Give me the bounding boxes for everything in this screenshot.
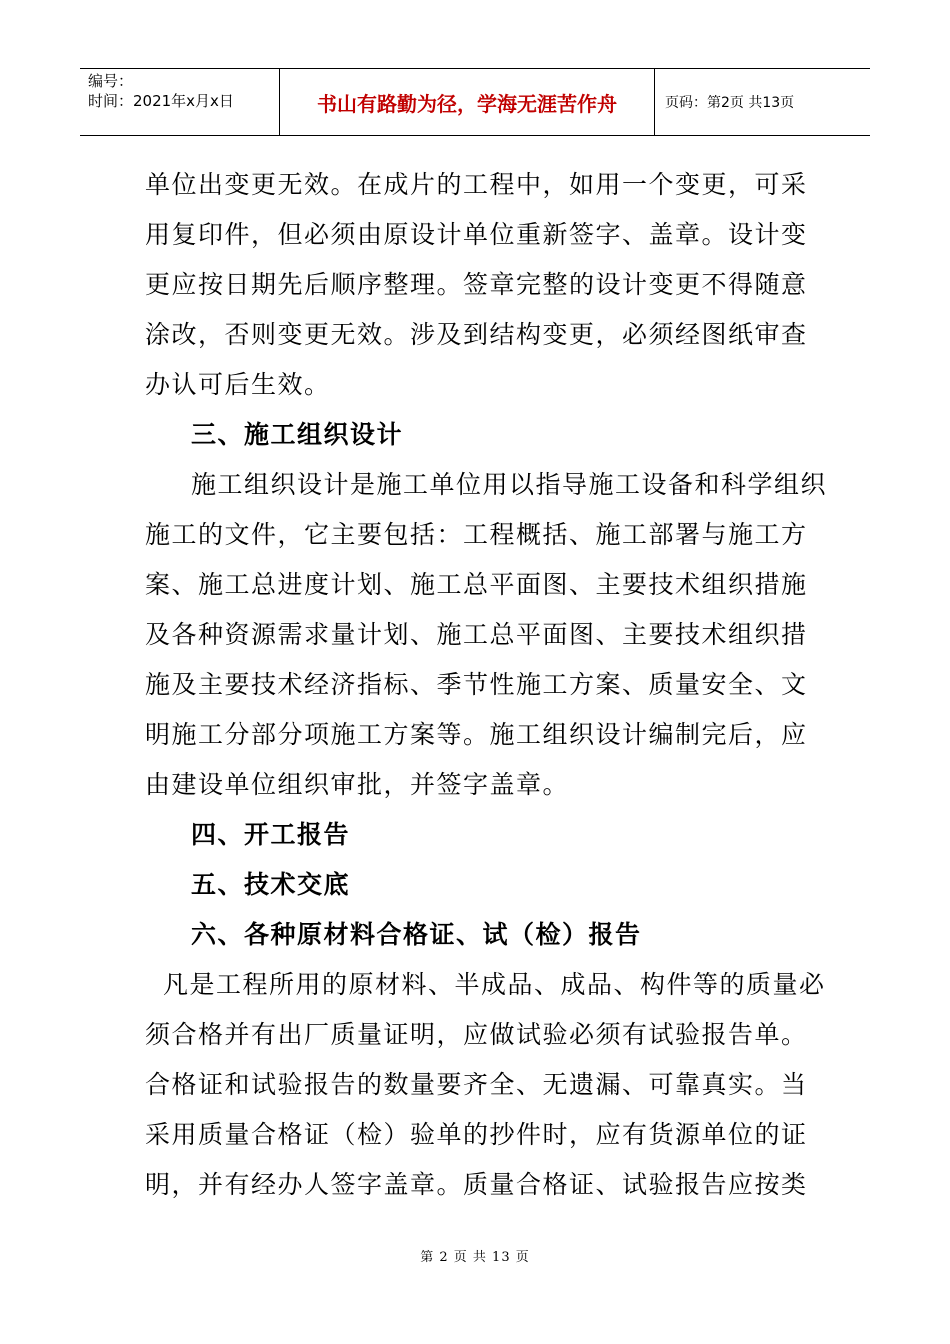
- paragraph-line: 更应按日期先后顺序整理。签章完整的设计变更不得随意: [145, 270, 808, 299]
- paragraph-line: 采用质量合格证（检）验单的抄件时，应有货源单位的证: [145, 1120, 808, 1149]
- paragraph-line: 明施工分部分项施工方案等。施工组织设计编制完后，应: [145, 720, 808, 749]
- time-label: 时间：2021年x月x日: [88, 92, 234, 110]
- paragraph-line: 明，并有经办人签字盖章。质量合格证、试验报告应按类: [145, 1170, 808, 1199]
- paragraph-line: 凡是工程所用的原材料、半成品、成品、构件等的质量必: [163, 970, 826, 999]
- section-heading: 三、施工组织设计: [191, 420, 404, 449]
- paragraph-line: 施工的文件，它主要包括：工程概括、施工部署与施工方: [145, 520, 808, 549]
- section-heading: 四、开工报告: [191, 820, 351, 849]
- section-heading: 五、技术交底: [191, 870, 351, 899]
- paragraph-line: 合格证和试验报告的数量要齐全、无遗漏、可靠真实。当: [145, 1070, 808, 1099]
- number-label: 编号：: [88, 72, 134, 90]
- paragraph-line: 施及主要技术经济指标、季节性施工方案、质量安全、文: [145, 670, 808, 699]
- paragraph-line: 用复印件，但必须由原设计单位重新签字、盖章。设计变: [145, 220, 808, 249]
- paragraph-line: 涂改，否则变更无效。涉及到结构变更，必须经图纸审查: [145, 320, 808, 349]
- paragraph-line: 办认可后生效。: [145, 370, 331, 399]
- header-table: [80, 68, 870, 136]
- paragraph-line: 单位出变更无效。在成片的工程中，如用一个变更，可采: [145, 170, 808, 199]
- header-meta: [80, 69, 280, 135]
- paragraph-line: 施工组织设计是施工单位用以指导施工设备和科学组织: [191, 470, 828, 499]
- paragraph-line: 须合格并有出厂质量证明，应做试验必须有试验报告单。: [145, 1020, 808, 1049]
- header-motto: 书山有路勤为径，学海无涯苦作舟: [280, 69, 655, 135]
- page-footer: 第 2 页 共 13 页: [420, 1250, 530, 1265]
- paragraph-line: 案、施工总进度计划、施工总平面图、主要技术组织措施: [145, 570, 808, 599]
- paragraph-line: 及各种资源需求量计划、施工总平面图、主要技术组织措: [145, 620, 808, 649]
- section-heading: 六、各种原材料合格证、试（检）报告: [191, 920, 642, 949]
- header-page-info: 页码：第2页 共13页: [665, 95, 795, 111]
- document-body: [145, 160, 828, 1210]
- paragraph-line: 由建设单位组织审批，并签字盖章。: [145, 770, 570, 799]
